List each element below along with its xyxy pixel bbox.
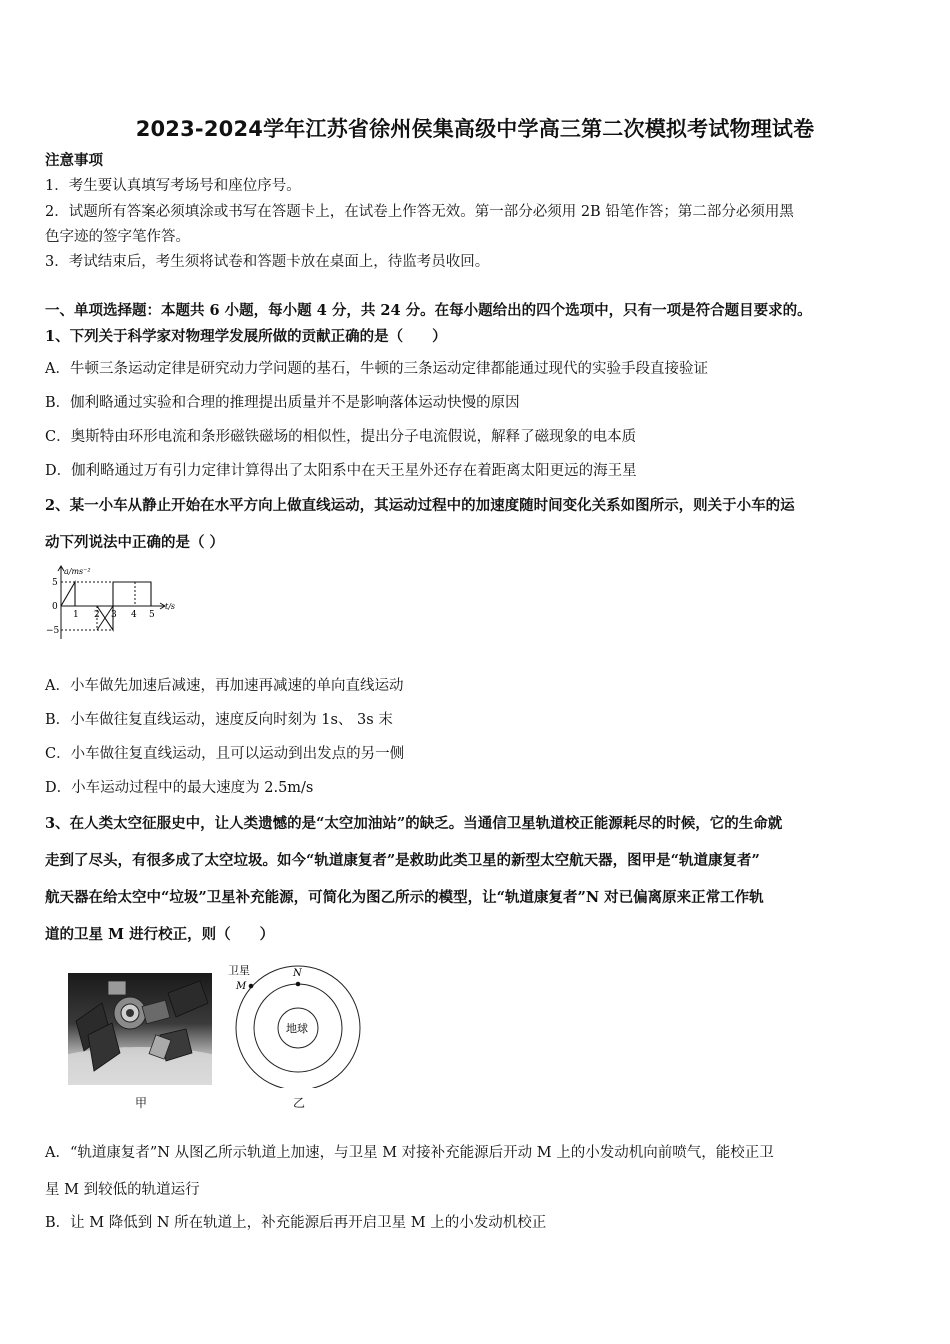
x-tick-label: 2 bbox=[94, 610, 100, 620]
satellite-n-dot bbox=[296, 982, 301, 987]
m-label: M bbox=[236, 981, 247, 992]
x-tick-label: 1 bbox=[73, 610, 79, 620]
y-tick-label: 5 bbox=[52, 578, 58, 588]
q2-stem: 动下列说法中正确的是（ ） bbox=[45, 534, 225, 551]
earth-label: 地球 bbox=[286, 1022, 308, 1035]
x-tick-label: 3 bbox=[111, 610, 117, 620]
x-axis-label: t/s bbox=[165, 602, 176, 611]
q2-stem: 2、某一小车从静止开始在水平方向上做直线运动，其运动过程中的加速度随时间变化关系如图所示，则关于小车的运 bbox=[45, 497, 795, 514]
q3-stem: 道的卫星 M 进行校正，则（ ） bbox=[45, 926, 275, 943]
section-heading: 一、单项选择题：本题共 6 小题，每小题 4 分，共 24 分。在每小题给出的四个选项中，只有一项是符合题目要求的。 bbox=[45, 302, 812, 319]
q2-option-c: C．小车做往复直线运动，且可以运动到出发点的另一侧 bbox=[45, 746, 405, 762]
orbit-diagram bbox=[224, 958, 370, 1088]
notice-item: 2．试题所有答案必须填涂或书写在答题卡上，在试卷上作答无效。第一部分必须用 2B 铅笔作答；第二部分必须用黑 bbox=[45, 204, 794, 220]
spacecraft-photo bbox=[68, 973, 212, 1085]
notice-item: 色字迹的签字笔作答。 bbox=[45, 229, 190, 245]
q1-stem: 1、下列关于科学家对物理学发展所做的贡献正确的是（ ） bbox=[45, 328, 447, 345]
q1-option-c: C．奥斯特由环形电流和条形磁铁磁场的相似性，提出分子电流假说，解释了磁现象的电本质 bbox=[45, 429, 637, 445]
q2-option-a: A．小车做先加速后减速，再加速再减速的单向直线运动 bbox=[45, 678, 404, 694]
y-tick-label: −5 bbox=[46, 626, 60, 636]
q2-option-b: B．小车做往复直线运动，速度反向时刻为 1s、 3s 末 bbox=[45, 712, 393, 728]
acceleration-time-graph bbox=[45, 563, 185, 641]
satellite-m-dot bbox=[249, 984, 254, 989]
q2-option-d: D．小车运动过程中的最大速度为 2.5m/s bbox=[45, 780, 314, 796]
satellite-label: 卫星 bbox=[228, 964, 250, 977]
y-axis-label: a/ms⁻² bbox=[64, 567, 91, 576]
q1-option-a: A．牛顿三条运动定律是研究动力学问题的基石，牛顿的三条运动定律都能通过现代的实验手段直接验证 bbox=[45, 361, 708, 377]
notice-heading: 注意事项 bbox=[45, 152, 103, 169]
q3-option-a-cont: 星 M 到较低的轨道运行 bbox=[45, 1182, 200, 1198]
q3-stem: 3、在人类太空征服史中，让人类遗憾的是“太空加油站”的缺乏。当通信卫星轨道校正能源耗尽的时候，它的生命就 bbox=[45, 815, 783, 832]
y-tick-label: 0 bbox=[52, 602, 58, 612]
page-title: 2023-2024学年江苏省徐州侯集高级中学高三第二次模拟考试物理试卷 bbox=[135, 117, 815, 141]
satellite-lens bbox=[126, 1009, 134, 1017]
q3-stem: 走到了尽头，有很多成了太空垃圾。如今“轨道康复者”是救助此类卫星的新型太空航天器，图甲是“轨道康复者” bbox=[45, 852, 760, 869]
q3-stem: 航天器在给太空中“垃圾”卫星补充能源，可简化为图乙所示的模型，让“轨道康复者”N 对已偏离原来正常工作轨 bbox=[45, 889, 764, 906]
q1-option-b: B．伽利略通过实验和合理的推理提出质量并不是影响落体运动快慢的原因 bbox=[45, 395, 520, 411]
x-tick-label: 5 bbox=[149, 610, 155, 620]
notice-item: 3．考试结束后，考生须将试卷和答题卡放在桌面上，待监考员收回。 bbox=[45, 254, 490, 270]
x-tick-label: 4 bbox=[131, 610, 137, 620]
figure-caption-left: 甲 bbox=[135, 1096, 148, 1110]
satellite-module bbox=[108, 981, 126, 995]
q1-option-d: D．伽利略通过万有引力定律计算得出了太阳系中在天王星外还存在着距离太阳更远的海王星 bbox=[45, 463, 637, 479]
q3-option-b: B．让 M 降低到 N 所在轨道上，补充能源后再开启卫星 M 上的小发动机校正 bbox=[45, 1215, 547, 1231]
notice-item: 1．考生要认真填写考场号和座位序号。 bbox=[45, 178, 301, 194]
q3-option-a: A．“轨道康复者”N 从图乙所示轨道上加速，与卫星 M 对接补充能源后开动 M 上的小发动机向前喷气，能校正卫 bbox=[45, 1145, 774, 1161]
figure-caption-right: 乙 bbox=[293, 1096, 306, 1110]
n-label: N bbox=[293, 968, 302, 979]
